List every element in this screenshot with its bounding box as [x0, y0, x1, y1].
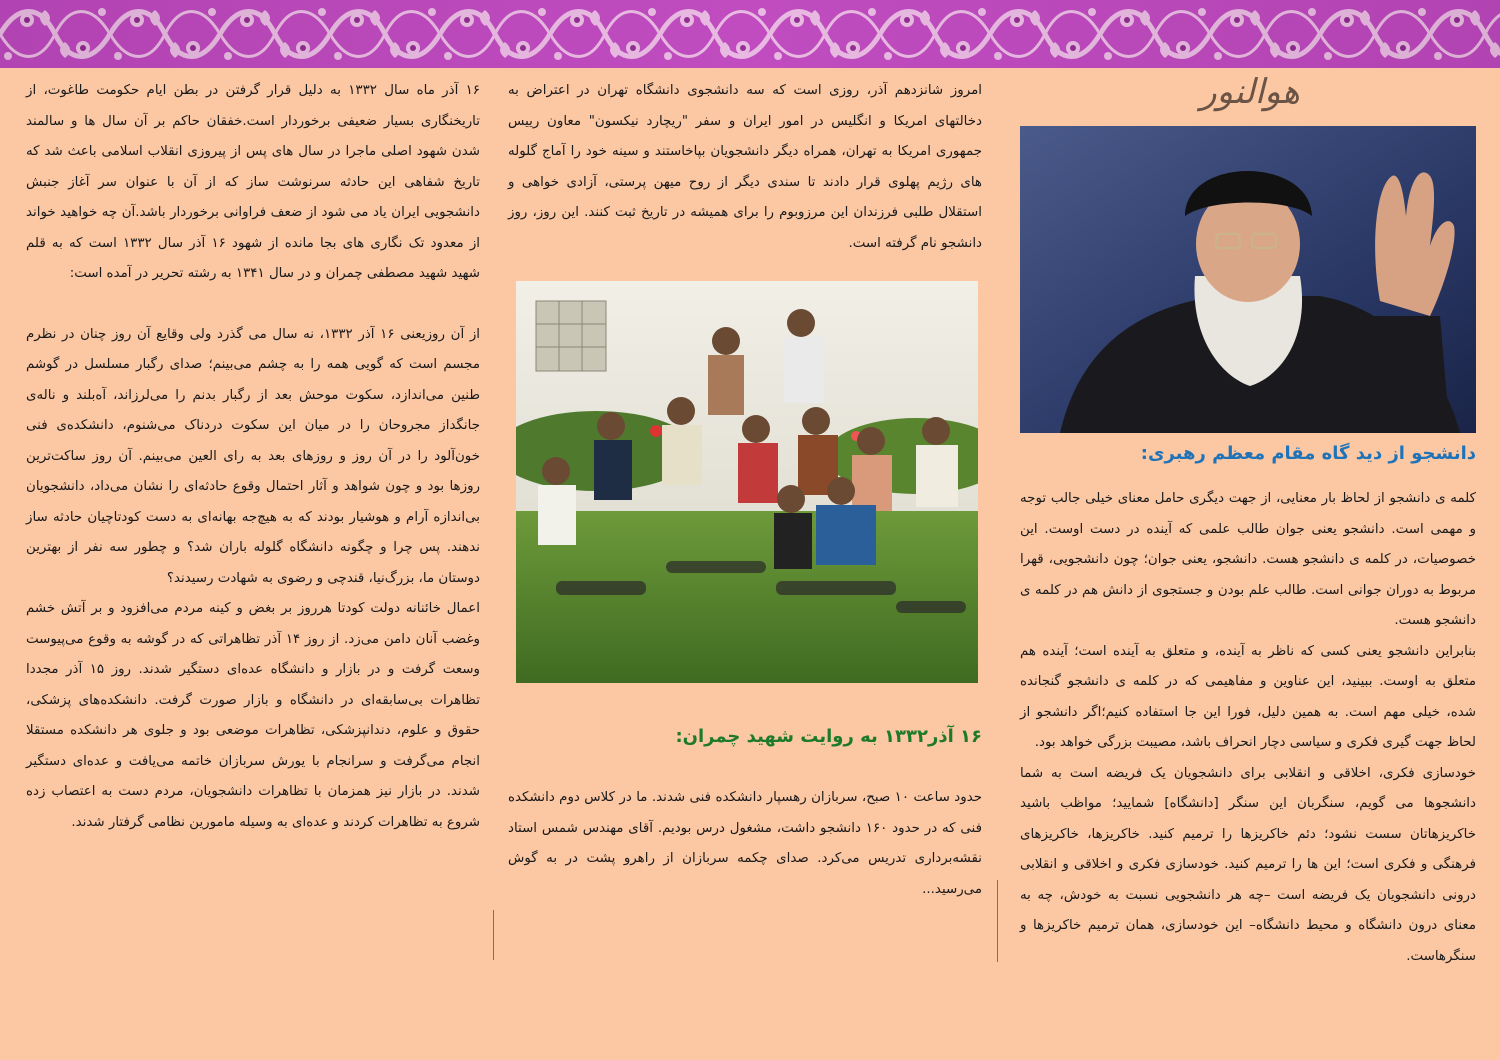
right-paragraph: بنابراین دانشجو یعنی کسی که ناظر به آینده، و متعلق به آینده است؛ آینده هم متعلق به اوست. ببینید، این عناوین و مفاهیمی که در کلمه ی دانشجو گنجانده شده، خیلی مهم است. به همین دلیل، فورا این جا استفاده کنیم؛اگر دانشجو از لحاظ جهت گیری فکری و سیاسی دچار انحراف باشد، مصیبت بزرگی خواهد بود. [1020, 643, 1476, 750]
right-column-heading: دانشجو از دید گاه مقام معظم رهبری: [1140, 443, 1476, 464]
left-paragraph: اعمال خائنانه دولت کودتا هرروز بر بغض و کینه مردم می‌افزود و بر آتش خشم وغضب آنان دامن می‌زد. از روز ۱۴ آذر تظاهراتی که در گوشه به وقوع می‌پیوست وسعت گرفت و در بازار و دانشگاه عده‌ای دستگیر شدند. روز ۱۵ آذر مجددا تظاهرات بی‌سابقه‌ای در دانشگاه و بازار صورت گرفت. دانشکده‌های پزشکی، حقوق و علوم، دندانپزشکی، تظاهرات موضعی بود و جلوی هر دانشکده مستقلا انجام می‌گرفت و سرانجام با یورش سربازان خاتمه می‌یافت و عده‌ای دستگیر شدند. در بازار نیز همزمان با تظاهرات دانشجویان، مردم دست به اعتصاب زده شروع به تظاهرات کردند و عده‌ای به وسیله مامورین نظامی گرفتار شدند. [26, 601, 480, 830]
middle-intro-text [508, 76, 982, 259]
column-divider [493, 910, 494, 960]
calligraphy-title: هوالنور [1200, 72, 1300, 112]
right-column-text [1020, 484, 1476, 972]
ornamental-border [0, 0, 1500, 68]
middle-section-heading: ۱۶ آذر۱۳۳۲ به روایت شهید چمران: [675, 726, 982, 747]
middle-narrative-text [508, 783, 982, 905]
right-paragraph: خودسازی فکری، اخلاقی و انقلابی برای دانشجویان یک فریضه است به شما دانشجوها می گویم، سنگربان این سنگر [دانشگاه] شمایید؛ مواظب باشید خاکریزهاتان سست نشود؛ دئم خاکریزها را ترمیم کنید. خاکریزها، خاکریزهای فرهنگی و فکری است؛ این ها را ترمیم کنید. خودسازی فکری و اخلاقی و انقلابی درونی دانشجویان یک فریضه است –چه هر دانشجویی نسبت به خودش، چه به معنای درون دانشگاه و محیط دانشگاه– این خودسازی، همان ترمیم خاکریزها و سنگرهاست. [1020, 765, 1476, 964]
column-divider [997, 880, 998, 962]
right-paragraph: کلمه ی دانشجو از لحاظ بار معنایی، از جهت دیگری حامل معنای خیلی جالب توجه و مهمی است. دانشجو یعنی جوان طالب علمی که آینده در دست اوست. این خصوصیات، در کلمه ی دانشجو هست. دانشجو، یعنی جوان؛ چون دانشجویی، قهرا مربوط به دوران جوانی است. طالب علم بودن و جستجوی از دانش هم در کلمه ی دانشجو هست. [1020, 491, 1476, 628]
leader-portrait [1020, 126, 1476, 433]
left-column-text [26, 76, 480, 838]
left-paragraph: از آن روزیعنی ۱۶ آذر ۱۳۳۲، نه سال می گذرد ولی وقایع آن روز چنان در نظرم مجسم است که گویی همه را به چشم می‌بینم؛ صدای رگبار مسلسل در گوشم طنین می‌اندازد، سکوت موحش بعد از رگبار بدنم را می‌لرزاند، آه‌بلند و ناله‌ی جانگداز مجروحان را در میان این سکوت دردناک می‌شنوم، دانشکده‌ی فنی خون‌آلود را در آن روز و روزهای بعد به رای العین می‌بینم. آن روز ساکت‌ترین روزها بود و چون شواهد و آثار احتمال وقوع حادثه‌ای را نشان می‌داد، دانشجویان بی‌اندازه آرام و هوشیار بودند که به هیچ‌جه بهانه‌ای به دست کودتاچیان حادثه ساز ندهند. پس چرا و چگونه دانشگاه گلوله باران شد؟ و چطور سه نفر از بهترین دوستان ما، بزرگ‌نیا، قندچی و رضوی به شهادت رسیدند؟ [26, 326, 481, 586]
students-group-photo [516, 281, 978, 683]
middle-intro: امروز شانزدهم آذر، روزی است که سه دانشجوی دانشگاه تهران در اعتراض به دخالتهای امریکا و انگلیس در امور ایران و سفر "ریچارد نیکسون" معاون رییس جمهوری امریکا به تهران، همراه دیگر دانشجویان بپاخاستند و سینه خود را آماج گلوله های رژیم پهلوی قرار دادند تا سندی دیگر از روح میهن پرستی، آزادی خواهی و استقلال طلبی فرزندان این مرزوبوم را برای همیشه در تاریخ ثبت کنند. این روز، روز دانشجو نام گرفته است. [508, 83, 982, 251]
left-paragraph: ۱۶ آذر ماه سال ۱۳۳۲ به دلیل قرار گرفتن در بطن ایام حکومت طاغوت، از تاریخنگاری بسیار ضعیفی برخوردار است.خفقان حاکم بر آن سال ها و سالمند شدن شهود اصلی ماجرا در سال های پس از پیروزی انقلاب اسلامی باعث شد که تاریخ شفاهی این حادثه سرنوشت ساز که از آن با عنوان سر آغاز جنبش دانشجویی ایران یاد می شود از ضعف فراوانی برخوردار باشد.آن چه خواهید خواند از معدود تک نگاری های بجا مانده از شهود ۱۶ آذر سال ۱۳۳۲ است که به قلم شهید شهید مصطفی چمران و در سال ۱۳۴۱ به رشته تحریر در آمده است: [26, 83, 481, 281]
middle-narrative: حدود ساعت ۱۰ صبح، سربازان رهسپار دانشکده فنی شدند. ما در کلاس دوم دانشکده فنی که در حدود ۱۶۰ دانشجو داشت، مشغول درس بودیم. آقای مهندس شمس استاد نقشه‌برداری تدریس می‌کرد. صدای چکمه سربازان از راهرو پشت در به گوش می‌رسید... [508, 790, 983, 897]
